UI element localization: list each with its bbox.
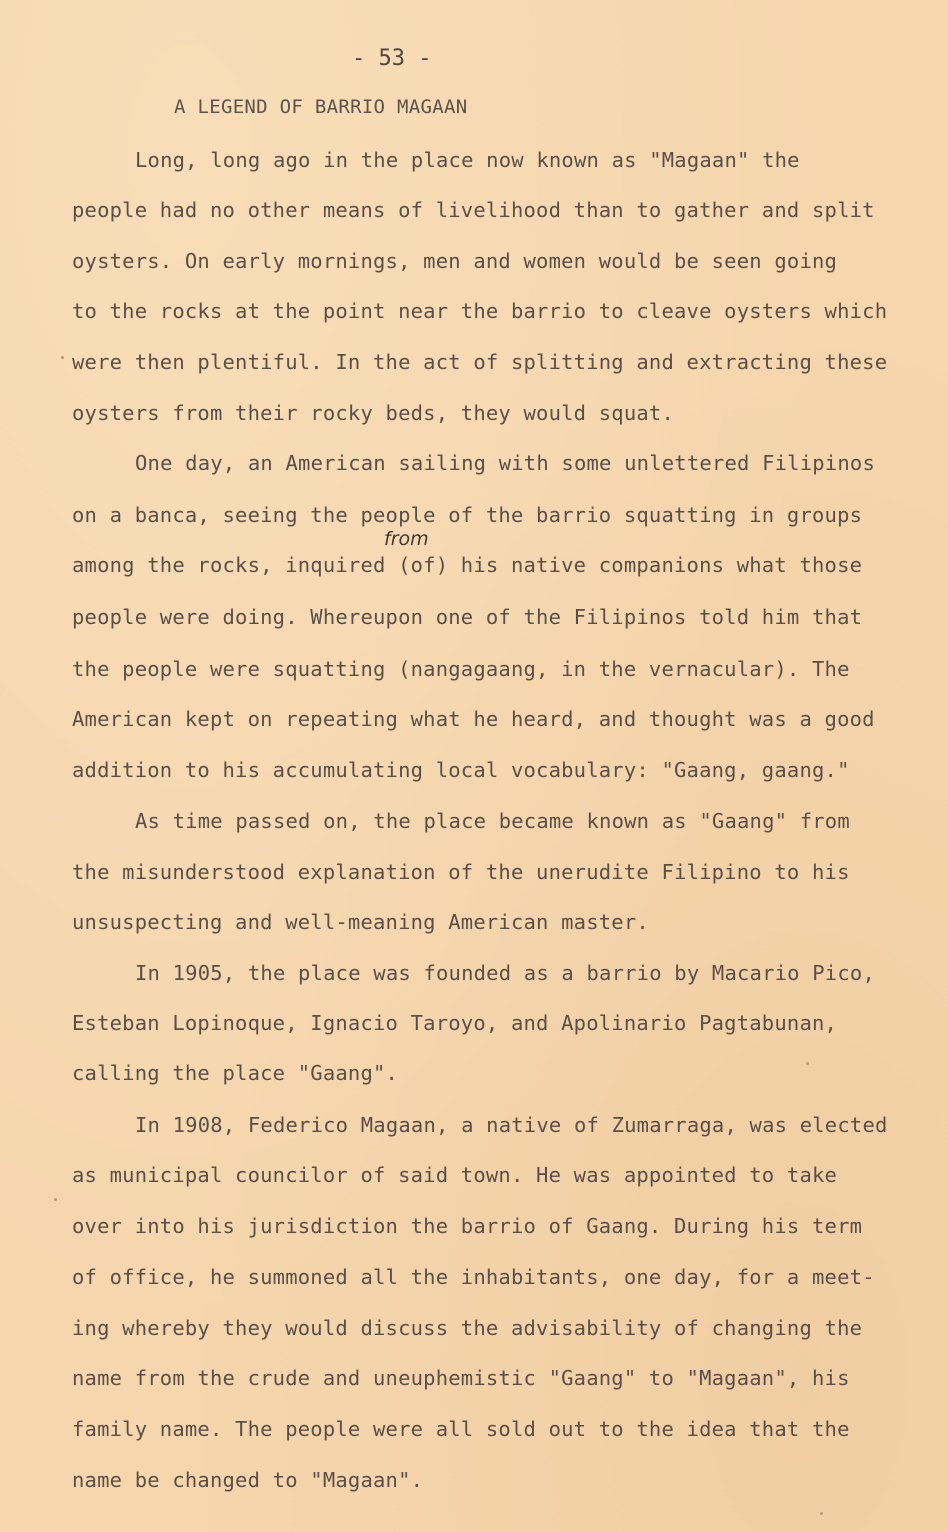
text-line-11: the people were squatting (nangagaang, in the vernacular). The [72,657,850,681]
text-line-7: One day, an American sailing with some unlettered Filipinos [135,451,875,475]
text-line-24: ing whereby they would discuss the advisability of changing the [72,1316,863,1340]
paper-speck [61,356,64,359]
document-title: A LEGEND OF BARRIO MAGAAN [174,96,468,118]
handwritten-correction: from [384,528,429,550]
text-line-22: over into his jurisdiction the barrio of Gaang. During his term [72,1214,863,1238]
text-line-15: the misunderstood explanation of the unerudite Filipino to his [72,860,850,884]
paper-speck [820,1512,823,1515]
text-line-17: In 1905, the place was founded as a barrio by Macario Pico, [135,961,875,985]
text-line-26: family name. The people were all sold out to the idea that the [72,1417,850,1441]
text-line-18: Esteban Lopinoque, Ignacio Taroyo, and Apolinario Pagtabunan, [72,1011,838,1035]
text-line-9: among the rocks, inquired (of) his native companions what those [72,553,863,577]
text-line-21: as municipal councilor of said town. He was appointed to take [72,1163,838,1187]
text-line-20: In 1908, Federico Magaan, a native of Zumarraga, was elected [135,1113,888,1137]
text-line-8: on a banca, seeing the people of the barrio squatting in groups [72,503,863,527]
text-line-3: oysters. On early mornings, men and women would be seen going [72,249,838,273]
text-line-13: addition to his accumulating local vocabulary: "Gaang, gaang." [72,758,850,782]
paper-speck [806,1062,809,1065]
text-line-4: to the rocks at the point near the barrio to cleave oysters which [72,299,888,323]
text-line-25: name from the crude and uneuphemistic "Gaang" to "Magaan", his [72,1366,850,1390]
text-line-10: people were doing. Whereupon one of the Filipinos told him that [72,605,863,629]
text-line-6: oysters from their rocky beds, they would squat. [72,401,675,425]
page-number: - 53 - [352,46,432,71]
text-line-16: unsuspecting and well-meaning American master. [72,910,649,934]
text-line-23: of office, he summoned all the inhabitants, one day, for a meet- [72,1265,875,1289]
text-line-12: American kept on repeating what he heard, and thought was a good [72,707,875,731]
text-line-5: were then plentiful. In the act of splitting and extracting these [72,350,888,374]
text-line-14: As time passed on, the place became known as "Gaang" from [135,809,850,833]
paper-speck [54,1198,57,1201]
text-line-19: calling the place "Gaang". [72,1061,399,1085]
text-line-2: people had no other means of livelihood than to gather and split [72,198,875,222]
text-line-27: name be changed to "Magaan". [72,1468,424,1492]
text-line-1: Long, long ago in the place now known as "Magaan" the [135,148,800,172]
